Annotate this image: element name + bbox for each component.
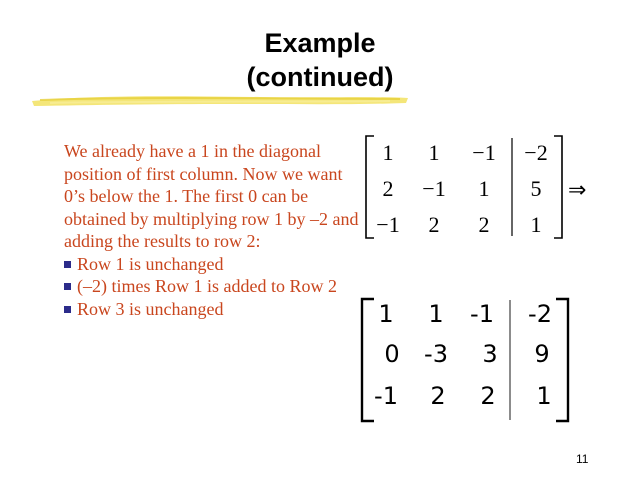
matrix-cell: 1 (536, 382, 552, 410)
bullet-item-3 (64, 298, 364, 321)
bullet-text-2: (–2) times Row 1 is added to Row 2 (77, 276, 337, 296)
matrix-cell: 1 (378, 300, 394, 328)
matrix-cell: 2 (430, 382, 446, 410)
matrix-cell: -1 (470, 300, 494, 328)
implies-arrow-icon: ⇒ (568, 178, 587, 203)
page-number: 11 (576, 452, 589, 466)
explanation-paragraph: We already have a 1 in the diagonal position of first column. Now we want 0’s below the 1. The first 0 can be obtained by multiplying row 1 by –2 and adding the results to row 2: (64, 141, 359, 251)
bullet-item-1 (64, 253, 364, 276)
square-bullet-icon (64, 261, 71, 268)
matrix-cell: 9 (534, 340, 550, 368)
title-underline-brush (30, 92, 410, 108)
title-line-2: (continued) (246, 62, 394, 92)
bullet-text-3: Row 3 is unchanged (77, 298, 224, 319)
matrix-cell: 3 (482, 340, 498, 368)
matrix-cell: 5 (530, 176, 542, 201)
matrix-cell: -3 (424, 340, 448, 368)
matrix-cell: 1 (428, 300, 444, 328)
matrix-cell: 1 (382, 140, 394, 165)
matrix-cell: 2 (478, 212, 490, 237)
title-line-1: Example (264, 28, 376, 58)
matrix-cell: 2 (428, 212, 440, 237)
bullet-text-1: Row 1 is unchanged (77, 253, 224, 274)
matrix-cell: −1 (376, 212, 400, 237)
square-bullet-icon (64, 283, 71, 290)
augmented-matrix-result (358, 296, 578, 424)
matrix-cell: -2 (528, 300, 552, 328)
matrix-cell: −1 (422, 176, 446, 201)
slide-title (175, 26, 465, 94)
matrix-cell: 1 (428, 140, 440, 165)
body-text (64, 140, 364, 320)
matrix-cell: 1 (478, 176, 490, 201)
bullet-item-2 (64, 275, 364, 298)
matrix-cell: 2 (480, 382, 496, 410)
matrix-cell: 0 (384, 340, 400, 368)
matrix-cell: 2 (382, 176, 394, 201)
square-bullet-icon (64, 306, 71, 313)
matrix-cell: −1 (472, 140, 496, 165)
matrix-cell: 1 (530, 212, 542, 237)
matrix-cell: −2 (524, 140, 548, 165)
matrix-cell: -1 (374, 382, 398, 410)
